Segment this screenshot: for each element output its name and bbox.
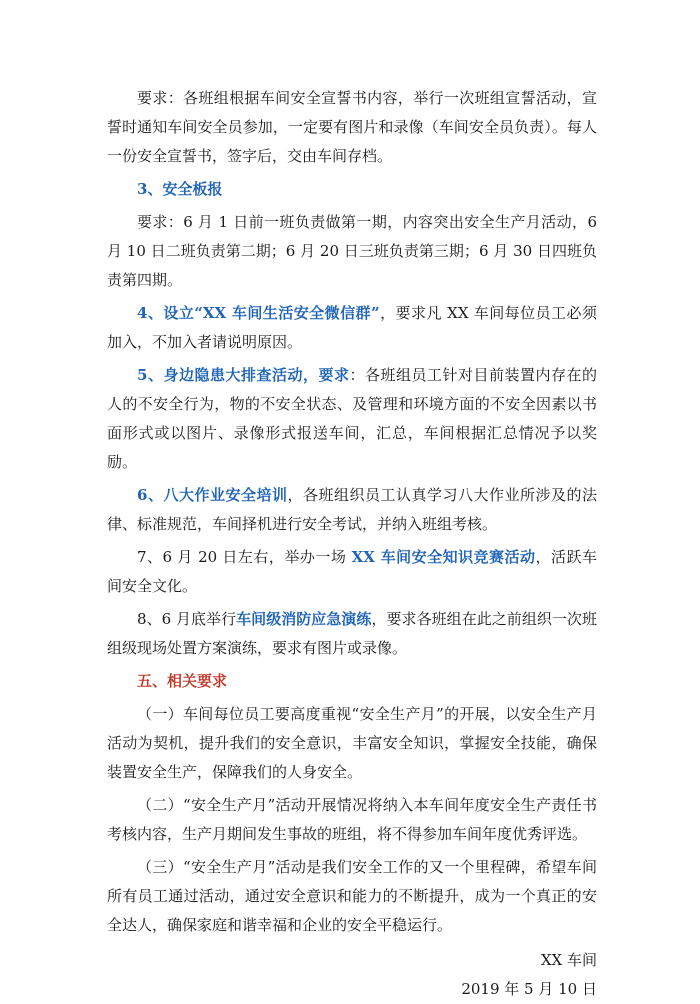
requirement-2: （二）“安全生产月”活动开展情况将纳入本车间年度安全生产责任书考核内容，生产月期间发生事故的班组，将不得参加车间年度优秀评选。 — [107, 796, 597, 843]
item-wechat-group-lead: 4、设立“XX 车间生活安全微信群” — [137, 304, 380, 322]
item-wechat-group-text: ，要求凡 XX 车间每位员工必须加入，不加入者请说明原因。 — [107, 304, 597, 351]
item-training-lead: 6、八大作业安全培训 — [137, 486, 288, 504]
item-hazard-check — [107, 361, 597, 477]
signature-org: XX 车间 — [540, 951, 597, 969]
heading-safety-board: 3、安全板报 — [137, 180, 223, 198]
paragraph-pledge-requirement: 要求：各班组根据车间安全宣誓书内容，举行一次班组宣誓活动，宣誓时通知车间安全员参加，一定要有图片和录像（车间安全员负责）。每人一份安全宣誓书，签字后，交由车间存档。 — [107, 89, 597, 165]
item-training — [107, 481, 597, 539]
item-fire-drill — [107, 605, 597, 663]
item-training-text: ，各班组织员工认真学习八大作业所涉及的法律、标准规范，车间择机进行安全考试，并纳入班组考核。 — [107, 486, 597, 533]
item-fire-drill-pre: 8、6 月底举行 — [137, 610, 237, 628]
item-knowledge-contest-pre: 7、6 月 20 日左右，举办一场 — [137, 548, 352, 566]
requirement-3: （三）“安全生产月”活动是我们安全工作的又一个里程碑，希望车间所有员工通过活动，通过安全意识和能力的不断提升，成为一个真正的安全达人，确保家庭和谐幸福和企业的安全平稳运行。 — [107, 858, 597, 934]
section-heading-requirements: 五、相关要求 — [137, 672, 228, 690]
item-hazard-check-text: ：各班组员工针对目前装置内存在的人的不安全行为，物的不安全状态、及管理和环境方面的不安全因素以书面形式或以图片、录像形式报送车间，汇总，车间根据汇总情况予以奖励。 — [107, 366, 597, 471]
item-fire-drill-text: ，要求各班组在此之前组织一次班组级现场处置方案演练，要求有图片或录像。 — [107, 610, 597, 657]
signature-date: 2019 年 5 月 10 日 — [461, 980, 597, 998]
item-fire-drill-highlight: 车间级消防应急演练 — [236, 610, 372, 628]
item-hazard-check-lead: 5、身边隐患大排查活动，要求 — [137, 366, 350, 384]
item-wechat-group — [107, 299, 597, 357]
item-knowledge-contest — [107, 543, 597, 601]
item-knowledge-contest-text: ，活跃车间安全文化。 — [107, 548, 598, 595]
paragraph-board-schedule: 要求：6 月 1 日前一班负责做第一期，内容突出安全生产月活动，6 月 10 日二班负责第二期；6 月 20 日三班负责第三期；6 月 30 日四班负责第四期。 — [107, 213, 597, 289]
item-knowledge-contest-highlight: XX 车间安全知识竞赛活动 — [351, 548, 536, 566]
requirement-1: （一）车间每位员工要高度重视“安全生产月”的开展，以安全生产月活动为契机，提升我们的安全意识，丰富安全知识，掌握安全技能，确保装置安全生产，保障我们的人身安全。 — [107, 705, 597, 781]
document-body — [107, 84, 597, 1004]
